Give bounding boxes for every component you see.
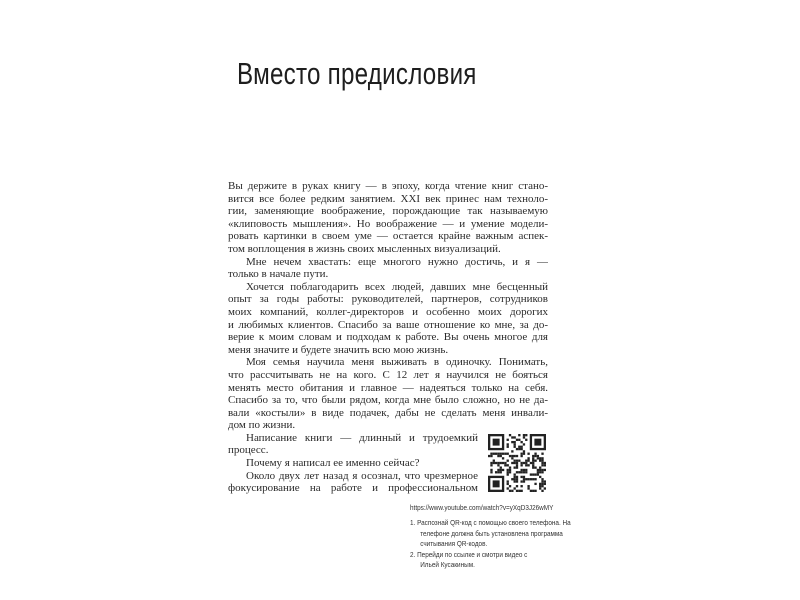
qr-module [516, 478, 518, 480]
qr-module [516, 466, 518, 468]
qr-module [534, 483, 536, 485]
qr-module [518, 490, 520, 492]
qr-module [497, 471, 499, 473]
qr-module [525, 478, 527, 480]
qr-module [520, 485, 522, 487]
qr-module [493, 453, 495, 455]
text-line: только в начале пути. [228, 268, 329, 281]
qr-module [534, 478, 536, 480]
qr-module [493, 439, 500, 446]
qr-module [523, 436, 525, 438]
qr-module [507, 446, 509, 448]
qr-module [525, 464, 527, 466]
qr-module [504, 453, 506, 455]
qr-module [502, 462, 504, 464]
qr-module [520, 476, 522, 478]
qr-module [493, 460, 495, 462]
qr-module [544, 462, 546, 464]
qr-module [507, 453, 509, 455]
qr-module [527, 453, 529, 455]
qr-module [523, 450, 525, 452]
qr-module [532, 455, 534, 457]
qr-module [514, 487, 516, 489]
qr-instructions [410, 518, 590, 571]
qr-module [507, 473, 509, 475]
qr-module [509, 471, 511, 473]
qr-module [530, 473, 532, 475]
qr-module [497, 462, 499, 464]
qr-module [507, 469, 509, 471]
qr-module [511, 455, 513, 457]
text-line: Около двух лет назад я осознал, что чрезмерное [246, 469, 478, 482]
qr-module [537, 471, 539, 473]
qr-module [516, 480, 518, 482]
qr-module [507, 439, 509, 441]
qr-module [525, 469, 527, 471]
qr-module [520, 455, 522, 457]
qr-module [518, 448, 520, 450]
qr-module [504, 464, 506, 466]
qr-module [539, 476, 541, 478]
qr-module [532, 466, 534, 468]
qr-module [539, 483, 541, 485]
qr-module [516, 455, 518, 457]
qr-module [525, 460, 527, 462]
qr-module [497, 453, 499, 455]
qr-module [534, 439, 541, 446]
qr-module [544, 483, 546, 485]
qr-module [514, 441, 516, 443]
qr-module [500, 462, 502, 464]
qr-module [511, 478, 513, 480]
text-line: процесс. [228, 444, 269, 457]
qr-module [544, 464, 546, 466]
qr-module [516, 448, 518, 450]
qr-module [490, 455, 492, 457]
qr-module [534, 466, 536, 468]
qr-module [532, 473, 534, 475]
text-line: Спасибо за то, что были рядом, когда мне было сложно, но не да- [228, 394, 548, 407]
text-line: «клиповость мышления». Но воображение — и умение модели- [228, 217, 548, 230]
qr-module [541, 480, 543, 482]
qr-module [500, 453, 502, 455]
qr-module [541, 490, 543, 492]
qr-module [539, 485, 541, 487]
qr-module [539, 466, 541, 468]
qr-module [490, 462, 492, 464]
qr-module [497, 464, 499, 466]
qr-module [541, 485, 543, 487]
qr-module [523, 480, 525, 482]
qr-module [509, 434, 511, 436]
qr-module [537, 469, 539, 471]
qr-module [532, 478, 534, 480]
qr-module [514, 480, 516, 482]
qr-module [514, 436, 516, 438]
qr-module [534, 473, 536, 475]
qr-module [532, 464, 534, 466]
qr-module [514, 466, 516, 468]
text-line: гии, заменяющие воображение, порождающие так называемую [228, 205, 548, 218]
qr-module [516, 464, 518, 466]
qr-module [509, 490, 511, 492]
qr-module [507, 460, 509, 462]
qr-module [532, 457, 534, 459]
qr-module [534, 460, 536, 462]
qr-module [497, 455, 499, 457]
qr-module [520, 464, 522, 466]
text-line: Вы держите в руках книгу — в эпоху, когда чтение книг стано- [228, 180, 548, 192]
qr-module [514, 478, 516, 480]
qr-module [516, 462, 518, 464]
qr-module [534, 455, 536, 457]
qr-module [537, 457, 539, 459]
text-line: что рассчитывать не на кого. С 12 лет я научился не бояться [228, 368, 548, 381]
qr-module [520, 453, 522, 455]
qr-module [539, 487, 541, 489]
qr-module [509, 485, 511, 487]
qr-module [523, 469, 525, 471]
text-line: менять место обитания и главное — надеяться только на себя. [228, 381, 548, 394]
text-line: дом по жизни. [228, 419, 296, 432]
qr-module [502, 469, 504, 471]
qr-module [490, 471, 492, 473]
qr-module [532, 460, 534, 462]
qr-module [527, 487, 529, 489]
qr-module [527, 457, 529, 459]
qr-module [509, 455, 511, 457]
qr-module [500, 455, 502, 457]
qr-module [520, 446, 522, 448]
qr-module [527, 478, 529, 480]
qr-module [507, 471, 509, 473]
qr-module [527, 485, 529, 487]
text-line: Почему я написал ее именно сейчас? [246, 457, 420, 470]
qr-module [500, 471, 502, 473]
qr-module [541, 462, 543, 464]
qr-module [490, 469, 492, 471]
text-line: фокусирование на работе и профессиональном [228, 482, 478, 495]
qr-module [516, 471, 518, 473]
qr-module [518, 471, 520, 473]
qr-module [523, 434, 525, 436]
qr-module [500, 469, 502, 471]
qr-module [500, 466, 502, 468]
qr-module [530, 490, 532, 492]
qr-module [523, 476, 525, 478]
qr-module [516, 485, 518, 487]
qr-module [516, 460, 518, 462]
text-line: вится все более редким занятием. XXI век принес нам техноло- [228, 192, 548, 205]
qr-module [490, 464, 492, 466]
qr-module [532, 462, 534, 464]
qr-module [541, 483, 543, 485]
qr-module [537, 455, 539, 457]
qr-module [541, 478, 543, 480]
qr-module [523, 478, 525, 480]
qr-module [514, 443, 516, 445]
qr-module [507, 480, 509, 482]
qr-module [511, 457, 513, 459]
qr-module [511, 462, 513, 464]
qr-module [516, 476, 518, 478]
text-line: Написание книги — длинный и трудоемкий [246, 431, 478, 444]
qr-module [534, 490, 536, 492]
qr-module [525, 471, 527, 473]
qr-module [544, 487, 546, 489]
qr-module [511, 436, 513, 438]
qr-module [541, 469, 543, 471]
qr-step-1: 1. Распознай QR-код с помощью своего телефона. На телефоне должна быть установлена программа считывания QR-кодов. [410, 518, 571, 548]
qr-module [495, 453, 497, 455]
qr-module [541, 464, 543, 466]
qr-module [541, 453, 543, 455]
qr-module [530, 478, 532, 480]
qr-module [516, 439, 518, 441]
qr-module [537, 473, 539, 475]
qr-module [541, 471, 543, 473]
page-title: Вместо предисловия [237, 56, 477, 91]
text-line: опыт за годы работы: руководителей, партнеров, сотрудников [228, 293, 548, 306]
qr-module [523, 443, 525, 445]
qr-module [520, 448, 522, 450]
qr-module [532, 490, 534, 492]
qr-module [493, 480, 500, 487]
qr-module [511, 490, 513, 492]
qr-step-2: 2. Перейди по ссылке и смотри видео с Ильей Кусакиным. [410, 549, 528, 569]
qr-module [511, 441, 513, 443]
qr-module [525, 434, 527, 436]
text-line: вали «костыли» в виде подачек, дабы не сделать меня инвали- [228, 406, 548, 419]
qr-module [520, 480, 522, 482]
qr-module [520, 471, 522, 473]
text-line: моих компаний, коллег-директоров и особенно моих дорогих [228, 305, 548, 318]
qr-module [534, 453, 536, 455]
text-line: Мне нечем хвастать: еще многого нужно достичь, и я — [246, 255, 548, 268]
qr-module [514, 460, 516, 462]
text-line: ровать картинки в своем уме — остается крайне важным аспек- [228, 230, 548, 243]
qr-module [525, 439, 527, 441]
qr-module [520, 441, 522, 443]
qr-module [507, 464, 509, 466]
qr-module [493, 462, 495, 464]
qr-module [504, 462, 506, 464]
text-line: меня значите и будете значить всю мою жизнь. [228, 343, 449, 356]
qr-module [520, 490, 522, 492]
qr-module [525, 462, 527, 464]
qr-module [514, 476, 516, 478]
qr-module [514, 473, 516, 475]
qr-module [518, 434, 520, 436]
qr-module [495, 462, 497, 464]
qr-module [539, 471, 541, 473]
qr-module [514, 462, 516, 464]
text-line: и любимых клиентов. Спасибо за ваше отношение ко мне, за до- [228, 318, 548, 331]
qr-module [523, 462, 525, 464]
qr-module [541, 457, 543, 459]
qr-module [511, 450, 513, 452]
qr-module [507, 443, 509, 445]
text-line: том воплощения в жизнь своих мысленных визуализаций. [228, 242, 501, 255]
qr-module [527, 464, 529, 466]
qr-module [544, 469, 546, 471]
qr-module [502, 453, 504, 455]
qr-module [520, 462, 522, 464]
qr-module [530, 462, 532, 464]
qr-module [541, 460, 543, 462]
qr-module [507, 487, 509, 489]
qr-module [495, 471, 497, 473]
qr-module [516, 490, 518, 492]
qr-module [502, 457, 504, 459]
qr-module [490, 453, 492, 455]
qr-module [514, 455, 516, 457]
qr-module [539, 457, 541, 459]
qr-module [539, 460, 541, 462]
qr-module [520, 469, 522, 471]
qr-module [518, 439, 520, 441]
qr-module [507, 483, 509, 485]
text-line: Хочется поблагодарить всех людей, давших мне бесценный [246, 280, 548, 293]
qr-module [509, 466, 511, 468]
qr-url[interactable]: https://www.youtube.com/watch?v=yXqD3J26wMY [410, 503, 554, 512]
text-line: Моя семья научила меня выживать в одиночку. Понимать, [246, 356, 548, 369]
qr-module [509, 469, 511, 471]
qr-module [514, 446, 516, 448]
text-line: верие к моим словам и подходам к работе. Вы очень многое для [228, 331, 548, 344]
qr-module [544, 480, 546, 482]
qr-module [523, 471, 525, 473]
qr-module [539, 469, 541, 471]
qr-module [523, 453, 525, 455]
qr-module [488, 455, 490, 457]
qr-module [518, 446, 520, 448]
qr-module [518, 460, 520, 462]
qr-module [527, 460, 529, 462]
qr-module [497, 469, 499, 471]
qr-code [488, 434, 546, 492]
